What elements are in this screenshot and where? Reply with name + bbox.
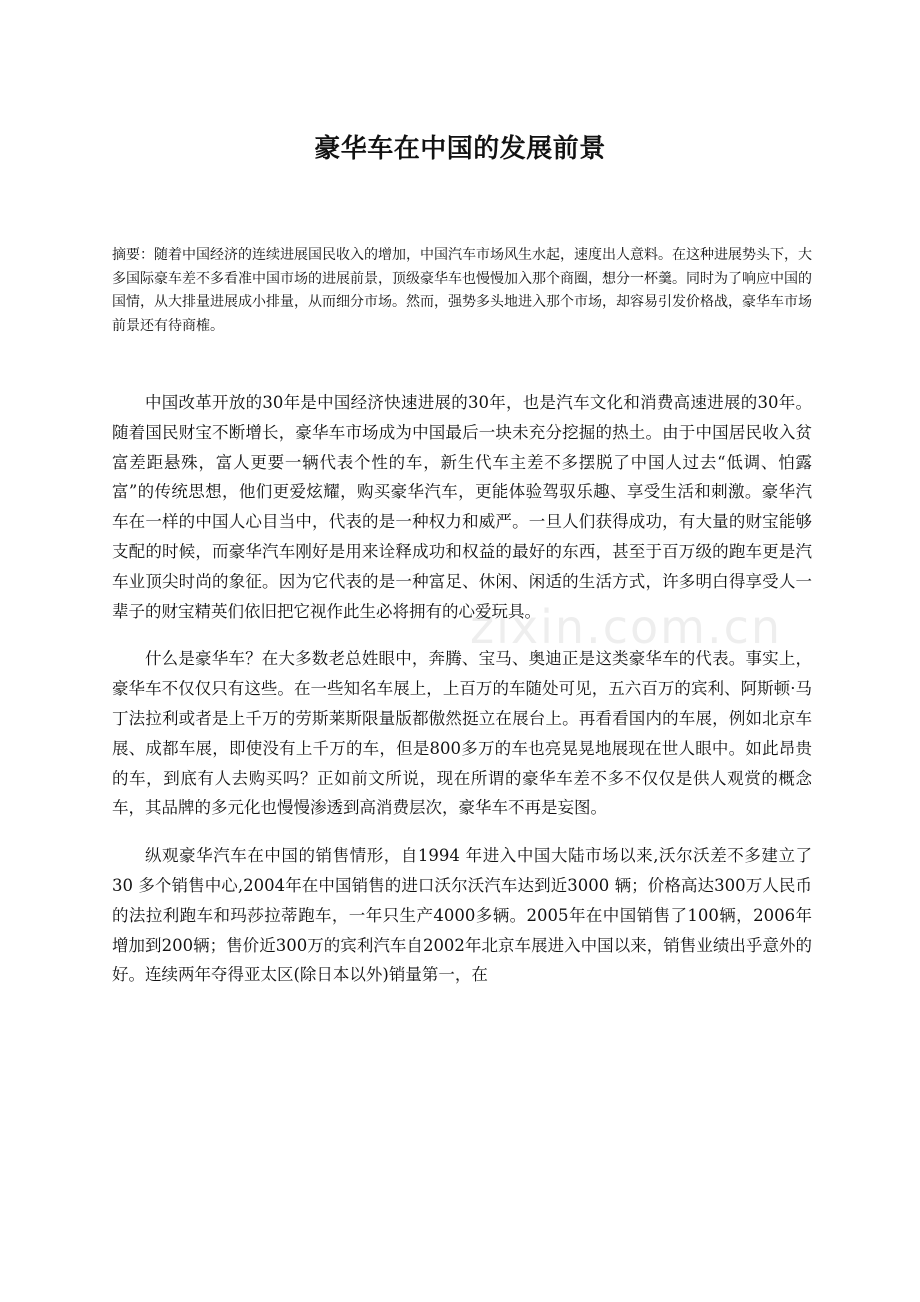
paragraph-3: 纵观豪华汽车在中国的销售情形，自1994 年进入中国大陆市场以来,沃尔沃差不多建立了30 多个销售中心,2004年在中国销售的进口沃尔沃汽车达到近3000 辆；价格高达300万人民币的法拉利跑车和玛莎拉蒂跑车，一年只生产4000多辆。2005年在中国销售了100辆，2006年增加到200辆；售价近300万的宾利汽车自2002年北京车展进入中国以来，销售业绩出乎意外的好。连续两年夺得亚太区(除日本以外)销量第一，在: [112, 846, 812, 985]
abstract: 摘要：随着中国经济的连续进展国民收入的增加，中国汽车市场风生水起，速度出人意料。在这种进展势头下，大多国际豪车差不多看准中国市场的进展前景，顶级豪华车也慢慢加入那个商圈，想分一杯羹。同时为了响应中国的国情，从大排量进展成小排量，从而细分市场。然而，强势多头地进入那个市场，却容易引发价格战，豪华车市场前景还有待商榷。: [112, 247, 812, 334]
document-body: [112, 388, 812, 1008]
document-title: 豪华车在中国的发展前景: [314, 134, 606, 164]
paragraph-2: 什么是豪华车？在大多数老总姓眼中，奔腾、宝马、奥迪正是这类豪华车的代表。事实上，豪华车不仅仅只有这些。在一些知名车展上，上百万的车随处可见，五六百万的宾利、阿斯顿·马丁法拉利或者是上千万的劳斯莱斯限量版都傲然挺立在展台上。再看看国内的车展，例如北京车展、成都车展，即使没有上千万的车，但是800多万的车也亮晃晃地展现在世人眼中。如此昂贵的车，到底有人去购买吗？正如前文所说，现在所谓的豪华车差不多不仅仅是供人观赏的概念车，其品牌的多元化也慢慢渗透到高消费层次，豪华车不再是妄图。: [112, 649, 812, 818]
paragraph-1: 中国改革开放的30年是中国经济快速进展的30年，也是汽车文化和消费高速进展的30年。随着国民财宝不断增长，豪华车市场成为中国最后一块未充分挖掘的热土。由于中国居民收入贫富差距悬殊，富人更要一辆代表个性的车，新生代车主差不多摆脱了中国人过去“低调、怕露富”的传统思想，他们更爱炫耀，购买豪华汽车，更能体验驾驭乐趣、享受生活和刺激。豪华汽车在一样的中国人心目当中，代表的是一种权力和威严。一旦人们获得成功，有大量的财宝能够支配的时候，而豪华汽车刚好是用来诠释成功和权益的最好的东西，甚至于百万级的跑车更是汽车业顶尖时尚的象征。因为它代表的是一种富足、休闲、闲适的生活方式，许多明白得享受人一辈子的财宝精英们依旧把它视作此生必将拥有的心爱玩具。: [112, 393, 812, 621]
watermark: zixin.com.cn: [470, 600, 783, 654]
